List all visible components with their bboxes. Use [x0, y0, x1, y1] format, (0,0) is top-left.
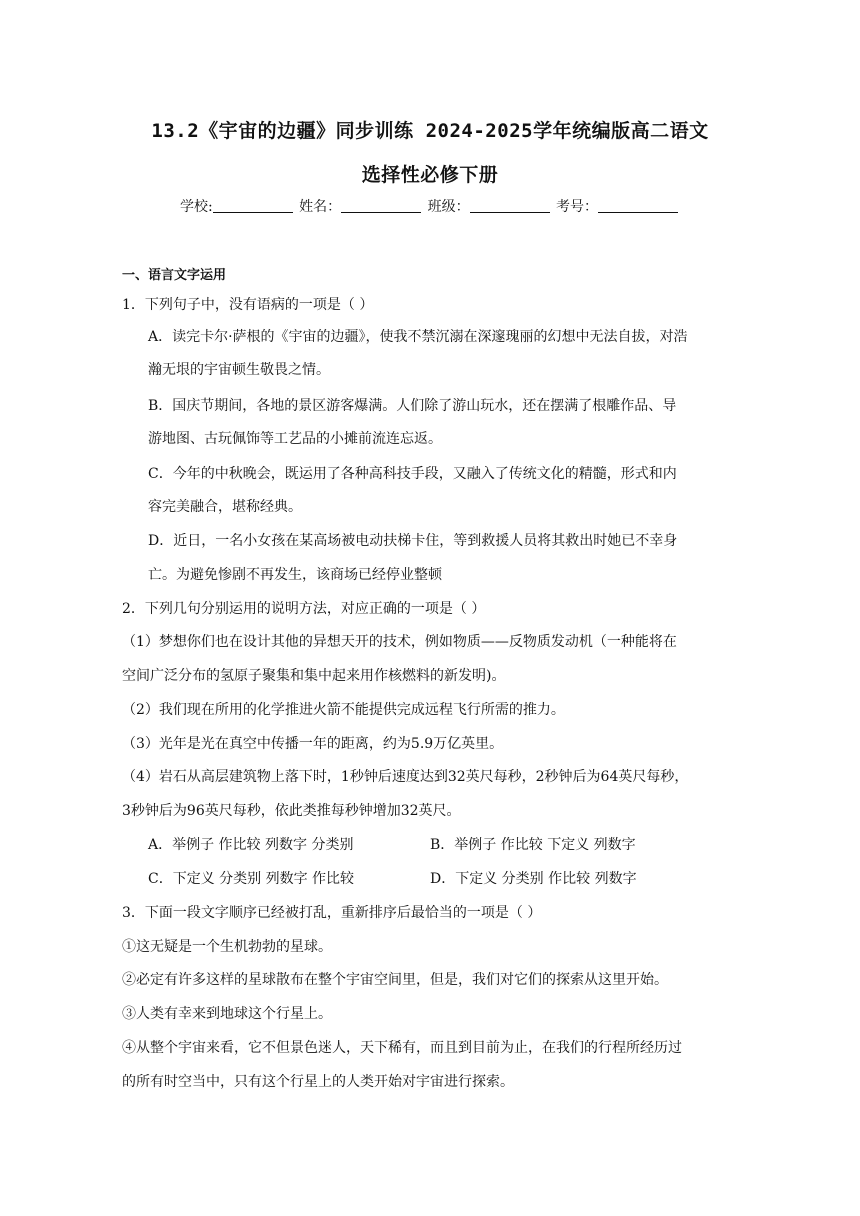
document-title-line2: 选择性必修下册 — [361, 164, 499, 186]
question-3-item-2: ②必定有许多这样的星球散布在整个宇宙空间里，但是，我们对它们的探索从这里开始。 — [122, 972, 668, 988]
question-3-item-4-cont: 的所有时空当中，只有这个行星上的人类开始对宇宙进行探索。 — [122, 1074, 514, 1090]
question-2-option-a: A．举例子 作比较 列数字 分类别 — [148, 837, 354, 853]
question-2-sentence-3: （3）光年是光在真空中传播一年的距离，约为5.9万亿英里。 — [122, 736, 504, 752]
student-info-line — [0, 196, 860, 216]
question-2-sentence-1-cont: 空间广泛分布的氢原子聚集和集中起来用作核燃料的新发明)。 — [122, 668, 506, 684]
question-2-sentence-4-cont: 3秒钟后为96英尺每秒，依此类推每秒钟增加32英尺。 — [122, 803, 461, 819]
question-1-option-d-cont: 亡。为避免惨剧不再发生，该商场已经停业整顿 — [148, 567, 442, 583]
question-1-option-c-cont: 容完美融合，堪称经典。 — [148, 499, 302, 515]
question-2-option-c: C．下定义 分类别 列数字 作比较 — [148, 871, 355, 887]
section-heading: 一、语言文字运用 — [122, 268, 227, 283]
question-3-item-3: ③人类有幸来到地球这个行星上。 — [122, 1006, 332, 1022]
question-1-option-a-cont: 瀚无垠的宇宙顿生敬畏之情。 — [148, 362, 330, 378]
question-2-option-d: D．下定义 分类别 作比较 列数字 — [430, 871, 637, 887]
question-2-sentence-4: （4）岩石从高层建筑物上落下时，1秒钟后速度达到32英尺每秒，2秒钟后为64英尺每秒， — [122, 769, 689, 785]
school-label: 学校: — [179, 199, 213, 215]
question-1-option-b-cont: 游地图、古玩佩饰等工艺品的小摊前流连忘返。 — [148, 431, 442, 447]
question-1-stem: 1．下列句子中，没有语病的一项是（ ） — [122, 297, 374, 313]
question-1-option-d: D．近日，一名小女孩在某高场被电动扶梯卡住，等到救援人员将其救出时她已不幸身 — [148, 533, 678, 549]
question-2-stem: 2．下列几句分别运用的说明方法，对应正确的一项是（ ） — [122, 601, 486, 617]
name-label: 姓名： — [299, 199, 342, 215]
question-1-option-c: C．今年的中秋晚会，既运用了各种高科技手段，又融入了传统文化的精髓，形式和内 — [148, 466, 677, 482]
class-label: 班级： — [427, 199, 470, 215]
exam-number-blank[interactable] — [598, 198, 678, 213]
exam-number-label: 考号： — [556, 199, 599, 215]
name-blank[interactable] — [341, 198, 421, 213]
question-1-option-b: B．国庆节期间，各地的景区游客爆满。人们除了游山玩水，还在摆满了根雕作品、导 — [148, 398, 677, 414]
question-3-stem: 3．下面一段文字顺序已经被打乱，重新排序后最恰当的一项是（ ） — [122, 905, 542, 921]
question-3-item-4: ④从整个宇宙来看，它不但景色迷人，天下稀有，而且到目前为止，在我们的行程所经历过 — [122, 1040, 682, 1056]
document-title-line1: 13.2《宇宙的边疆》同步训练 2024-2025学年统编版高二语文 — [151, 120, 709, 142]
question-2-sentence-2: （2）我们现在所用的化学推进火箭不能提供完成远程飞行所需的推力。 — [122, 702, 565, 718]
question-2-sentence-1: （1）梦想你们也在设计其他的异想天开的技术，例如物质——反物质发动机（一种能将在 — [122, 634, 677, 650]
question-1-option-a: A．读完卡尔·萨根的《宇宙的边疆》，使我不禁沉溺在深邃瑰丽的幻想中无法自拔，对浩 — [148, 329, 688, 345]
question-3-item-1: ①这无疑是一个生机勃勃的星球。 — [122, 939, 332, 955]
class-blank[interactable] — [470, 198, 550, 213]
school-blank[interactable] — [213, 198, 293, 213]
question-2-option-b: B．举例子 作比较 下定义 列数字 — [430, 837, 636, 853]
